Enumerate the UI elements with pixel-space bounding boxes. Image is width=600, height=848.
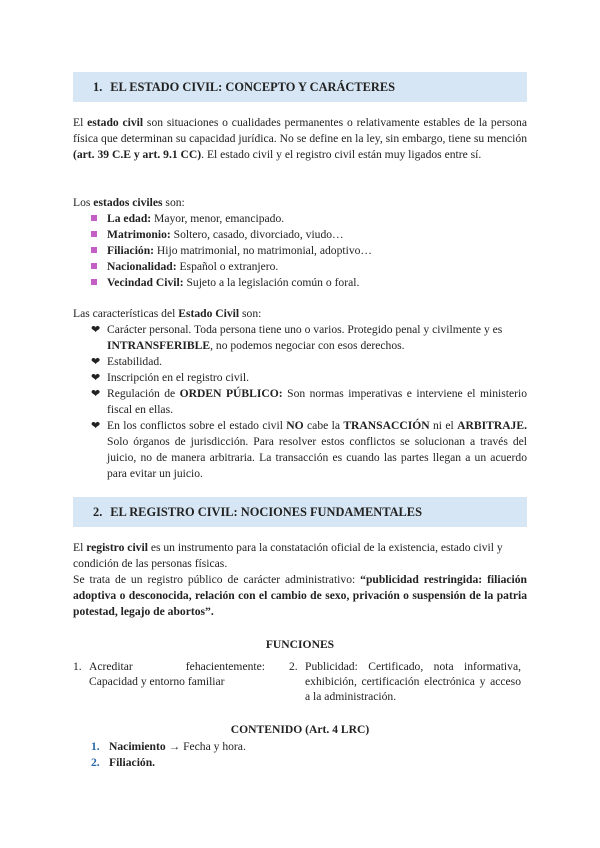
square-bullet-icon bbox=[91, 279, 97, 285]
list-item bbox=[91, 418, 105, 434]
list-item: Nacionalidad: Español o extranjero. bbox=[91, 259, 278, 275]
registro-civil-publicidad: Se trata de un registro público de carácter administrativo: “publicidad restringida: filiación adoptiva o desconocida, relación con el cambio de sexo, privación o suspensión de la patria potestad, legajo de abortos”. bbox=[73, 573, 527, 618]
caracteristica-personal: Carácter personal. Toda persona tiene uno o varios. Protegido penal y civilmente y es INTRANSFERIBLE, no podemos negociar con esos derechos. bbox=[107, 323, 503, 352]
section-2-number: 2. bbox=[93, 505, 103, 519]
caracteristica-conflictos: En los conflictos sobre el estado civil NO cabe la TRANSACCIÓN ni el ARBITRAJE. Solo órganos de jurisdicción. Para resolver estos conflictos se solucionan a través del juicio, no de manera arbitraria. La transacción es cuando las partes llegan a un acuerdo para evitar un juicio. bbox=[107, 419, 527, 480]
list-item: ❤ Inscripción en el registro civil. bbox=[91, 371, 249, 384]
contenido-title: CONTENIDO (Art. 4 LRC) bbox=[230, 723, 370, 736]
list-item bbox=[91, 386, 105, 402]
document-page: 1. EL ESTADO CIVIL: CONCEPTO Y CARÁCTERES El estado civil son situaciones o cualidades permanentes o relativamente estables de la persona física que determinan su capacidad jurídica. No se define en la ley, sin embargo, tiene su mención (art. 39 C.E y art. 9.1 CC). El estado civil y el registro civil están muy ligados entre sí. Los estados civiles son: La edad: Mayor, menor, emancipado. Matrimonio: Soltero, casado, divorciado, viudo… Filiación: Hijo matrimonial, no matrimonial, adoptivo… Nacionalidad: Español o extranjero. Vecindad Civil: Sujeto a la legislación común o foral. Las características del Estado Civil son: ❤ Carácter personal. Toda persona tiene uno o varios. Protegido penal y civilmente y es INTRANSFERIBLE, no podemos negociar con esos derechos. ❤ Estabilidad. ❤ Inscripción en el registro civil. ❤ Regulación de ORDEN PÚBLICO: Son normas imperativas e interviene el ministerio fiscal en ellas. ❤ En los conflictos sobre el estado civil NO cabe la TRANSACCIÓN ni el ARBITRAJE. Solo órganos de jurisdicción. Para resolver estos conflictos se solucionan a través del juicio, no de manera arbitraria. La transacción es cuando las partes llegan a un acuerdo para evitar un juicio. 2. EL REGISTRO CIVIL: NOCIONES FUNDAMENTALES El registro civil es un instrumento para la constatación oficial de la existencia, estado civil y condición de las personas físicas. Se trata de un registro público de carácter administrativo: “publicidad restringida: filiación adoptiva o desconocida, relación con el cambio de sexo, privación o suspensión de la patria potestad, legajo de abortos”. FUNCIONES 1. Acreditar fehacientemente: Capacidad y entorno familiar 2. Publicidad: Certificado, nota informativa, exhibición, certificación electrónica y acceso a la administración. CONTENIDO (Art. 4 LRC) 1. Nacimiento → Fecha y hora. 2. Filiación. bbox=[0, 0, 600, 848]
square-bullet-icon bbox=[91, 247, 97, 253]
estados-civiles-intro: Los estados civiles son: bbox=[73, 196, 185, 209]
section-1-title: EL ESTADO CIVIL: CONCEPTO Y CARÁCTERES bbox=[110, 80, 395, 94]
heart-bullet-icon: ❤ bbox=[91, 324, 101, 336]
heart-bullet-icon: ❤ bbox=[91, 356, 101, 368]
list-item: Vecindad Civil: Sujeto a la legislación común o foral. bbox=[91, 275, 359, 291]
section-2-heading bbox=[73, 497, 527, 527]
square-bullet-icon bbox=[91, 231, 97, 237]
estado-civil-definition: El estado civil son situaciones o cualidades permanentes o relativamente estables de la persona física que determinan su capacidad jurídica. No se define en la ley, sin embargo, tiene su mención (art. 39 C.E y art. 9.1 CC). El estado civil y el registro civil están muy ligados entre sí. bbox=[73, 116, 527, 161]
square-bullet-icon bbox=[91, 215, 97, 221]
list-item: Filiación: Hijo matrimonial, no matrimonial, adoptivo… bbox=[91, 243, 372, 259]
caracteristicas-intro: Las características del Estado Civil son: bbox=[73, 307, 262, 320]
caracteristica-orden-publico: Regulación de ORDEN PÚBLICO: Son normas imperativas e interviene el ministerio fiscal en ellas. bbox=[107, 387, 527, 416]
list-item: La edad: Mayor, menor, emancipado. bbox=[91, 211, 284, 227]
list-item: ❤ Estabilidad. bbox=[91, 355, 163, 368]
square-bullet-icon bbox=[91, 263, 97, 269]
registro-civil-definition: El registro civil es un instrumento para la constatación oficial de la existencia, estado civil y condición de las personas físicas. bbox=[73, 541, 503, 570]
list-item bbox=[91, 322, 105, 338]
section-1-heading bbox=[73, 72, 527, 102]
contenido-item: 1. Nacimiento → Fecha y hora. bbox=[91, 740, 246, 753]
heart-bullet-icon: ❤ bbox=[91, 372, 101, 384]
funciones-title: FUNCIONES bbox=[265, 638, 335, 651]
heart-bullet-icon: ❤ bbox=[91, 388, 101, 400]
section-2-title: EL REGISTRO CIVIL: NOCIONES FUNDAMENTALES bbox=[110, 505, 422, 519]
list-item: Matrimonio: Soltero, casado, divorciado, viudo… bbox=[91, 227, 344, 243]
contenido-item: 2. Filiación. bbox=[91, 756, 156, 769]
heart-bullet-icon: ❤ bbox=[91, 420, 101, 432]
section-1-number: 1. bbox=[93, 80, 103, 94]
